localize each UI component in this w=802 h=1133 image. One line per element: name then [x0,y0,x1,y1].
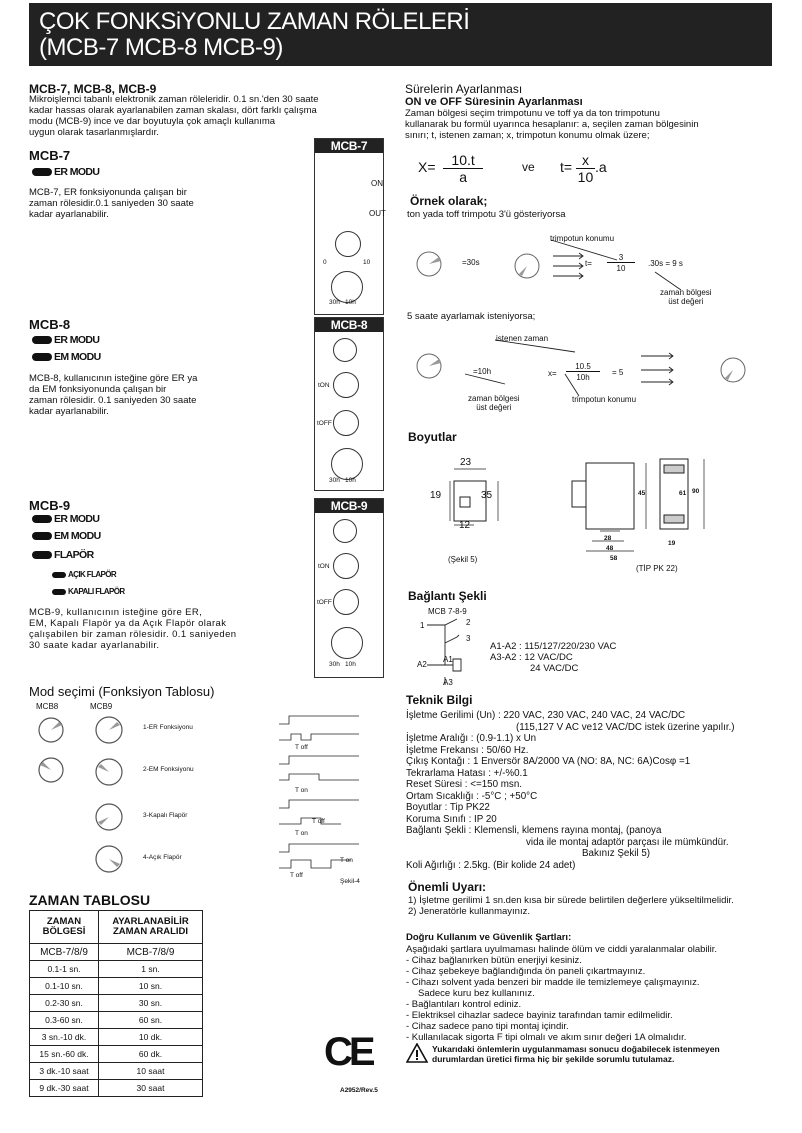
col-mcb9: MCB9 [90,702,113,711]
tip-caption: (TİP PK 22) [636,564,678,573]
table-row: 3 sn.-10 dk. 10 dk. [30,1029,203,1046]
page-header [29,3,772,66]
zaman-bolgesi-label: zaman bölgesi üst değeri [660,288,712,306]
ornek-diagram [405,224,775,424]
intro-title: MCB-7, MCB-8, MCB-9 [29,82,157,96]
mode-row-3: 3-Kapalı Flapör [143,812,188,819]
ornek-title: Örnek olarak; [410,194,488,208]
table-row: 9 dk.-30 saat 30 saat [30,1080,203,1097]
time-dial[interactable] [335,231,361,257]
ton-dial[interactable] [333,372,359,398]
formula-t: t= $\frac{x}{10}$ .a [560,152,607,185]
mcb7-panel: MCB-7 ON OUT 0 10 30h 10h [314,138,384,315]
mcb7-panel-title: MCB-7 [315,139,383,153]
toff-dial[interactable] [333,589,359,615]
out-led-label: OUT [369,209,386,218]
ce-mark: CE [324,1030,372,1074]
mcb9-panel-title: MCB-9 [315,499,383,513]
mcb8-desc: MCB-8, kullanıcının isteğine göre ER ya da EM fonksiyonunda çalışan bir zaman rölesidir. 0.1 saniyeden 30 saate kadar ayarlanabilir. [29,373,198,417]
boyutlar-title: Boyutlar [408,430,457,444]
mcb9-mode-er: ER MODU [32,513,99,525]
sureler-text: Zaman bölgesi seçim trimpotunu ve toff ya da ton trimpotunu kullanarak bu formül uyarınca hesaplanır: a, seçilen zaman bölgesinin sınırı; t, istenen zaman; x, trimpotun konumu olmak üzere; [405,108,699,141]
range-dial[interactable] [331,448,363,480]
mcb8-mode-er: ER MODU [32,334,99,346]
fig4-caption: Şekil-4 [340,878,360,885]
sureler-title: Sürelerin Ayarlanması [405,82,523,96]
mode-dial[interactable] [333,338,357,362]
doc-code: A2952/Rev.5 [340,1087,378,1094]
table-row: 0.3-60 sn. 60 sn. [30,1012,203,1029]
dogru-list: Aşağıdaki şartlara uyulmaması halinde ölüm ve ciddi yaralanmalar olabilir. - Cihaz bağlanırken bütün enerjiyi kesiniz. - Cihaz şebekeye bağlandığında ön paneli çıkartmayınız. - Cihazı solvent yada benzeri bir madde ile temizlemeye çalışmayınız. Sadece kuru bez kullanınız. - Bağlantıları kontrol ediniz. - Elektriksel cihazlar sadece bayiniz tarafından tamir edilmelidir. - Cihaz sadece pano tipi montaj içindir. - Kullanılacak sigorta F tipi olmalı ve akım sınır değeri 1A olmalıdır. [406,944,718,1043]
teknik-title: Teknik Bilgi [406,693,473,707]
mode-table-title: Mod seçimi (Fonksiyon Tablosu) [29,684,215,699]
mcb8-panel: MCB-8 tON tOFF 30h 10h [314,317,384,491]
on-led-label: ON [371,179,383,188]
mcb9-mode-flapor: FLAPÖR [32,549,94,561]
range-dial[interactable] [331,627,363,659]
warning-text: Yukarıdaki önlemlerin uygulanmaması sonucu doğabilecek istenmeyen durumlardan üretici firma hiç bir şekilde sorumlu tutulamaz. [432,1044,720,1064]
mcb8-title: MCB-8 [29,317,71,332]
mcb7-title: MCB-7 [29,148,71,163]
supply-spec: A1-A2 : 115/127/220/230 VAC A3-A2 : 12 VAC/DC 24 VAC/DC [490,641,617,674]
zaman-title: ZAMAN TABLOSU [29,892,151,908]
table-row: 0.1-1 sn. 1 sn. [30,961,203,978]
onemli-list: 1) İşletme gerilimi 1 sn.den kısa bir sürede belirtilen değerlere yükseltilmelidir. 2) Jeneratörle kullanmayınız. [408,895,734,917]
table-row: 15 sn.-60 dk. 60 dk. [30,1046,203,1063]
res-30s: =30s [462,258,480,267]
table-row: 3 dk.-10 saat 10 saat [30,1063,203,1080]
mcb8-mode-em: EM MODU [32,351,101,363]
mcb7-desc: MCB-7, ER fonksiyonunda çalışan bir zaman rölesidir.0.1 saniyeden 30 saate kadar ayarlanabilir. [29,187,194,220]
header-subtitle: (MCB-7 MCB-8 MCB-9) [39,34,283,61]
table-row: 0.2-30 sn. 30 sn. [30,995,203,1012]
warning-icon [406,1043,428,1063]
mcb8-panel-title: MCB-8 [315,318,383,332]
formula-ve: ve [522,160,535,174]
ton-dial[interactable] [333,553,359,579]
mode-row-1: 1-ER Fonksiyonu [143,724,193,731]
ornek-sub: ton yada toff trimpotu 3'ü gösteriyorsa [407,209,566,220]
mcb9-desc: MCB-9, kullanıcının isteğine göre ER, EM, Kapalı Flapör ya da Açık Flapör olarak çalışabilen bir zaman rölesidir. 0.1 saniyeden 30 saate kadar ayarlanabilir. [29,607,237,651]
baglanti-title: Bağlantı Şekli [408,589,487,603]
mcb9-title: MCB-9 [29,498,71,513]
onemli-title: Önemli Uyarı: [408,880,487,894]
col-mcb8: MCB8 [36,702,59,711]
mode-row-4: 4-Açık Flapör [143,854,182,861]
mcb9-panel: MCB-9 tON tOFF 30h 10h [314,498,384,678]
mcb9-mode-em: EM MODU [32,530,101,542]
header-title: ÇOK FONKSiYONLU ZAMAN RÖLELERİ [39,8,470,35]
mcb7-mode: ER MODU [32,166,99,178]
mode-row-2: 2-EM Fonksiyonu [143,766,194,773]
five-hour-text: 5 saate ayarlamak isteniyorsa; [407,311,536,322]
fig5-caption: (Şekil 5) [448,555,478,564]
mcb9-submode-kapali: KAPALI FLAPÖR [52,587,125,596]
sureler-subtitle: ON ve OFF Süresinin Ayarlanması [405,96,583,108]
zaman-table: ZAMAN BÖLGESİ AYARLANABİLİR ZAMAN ARALIDI MCB-7/8/9 MCB-7/8/9 0.1-1 sn. 1 sn. 0.1-10 sn. 10 sn. 0.2-30 sn. 30 sn. 0.3-60 sn. 60 sn. 3 sn.-10 dk. 10 dk. 15 sn.-60 dk. 60 dk. 3 dk.-10 saat 10 saat 9 dk.-30 saat 30 saat [29,910,203,1097]
toff-dial[interactable] [333,410,359,436]
trim-label: trimpotun konumu [550,234,615,243]
dogru-title: Doğru Kullanım ve Güvenlik Şartları: [406,932,572,943]
intro-text: Mikroişlemci tabanlı elektronik zaman röleleridir. 0.1 sn.'den 30 saate kadar hassas olarak ayarlanabilen zaman skalası, dört farklı çalışma modu (MCB-9) ince ve dar boyutuyla çok amaçlı kullanıma uygun olarak tasarlanmışlardır. [29,94,319,138]
formula-x: X= $\frac{10.t}{a}$ [418,152,483,185]
table-row: 0.1-10 sn. 10 sn. [30,978,203,995]
mcb9-submode-acik: AÇIK FLAPÖR [52,570,116,579]
mode-dial[interactable] [333,519,357,543]
mode-diagram [29,712,379,892]
teknik-list: İşletme Gerilimi (Un) : 220 VAC, 230 VAC, 240 VAC, 24 VAC/DC (115,127 V AC ve12 VAC/DC istek üzerine yapılır.) İşletme Aralığı : (0.9-1.1) x Un İşletme Frekansı : 50/60 Hz. Çıkış Kontağı : 1 Enversör 8A/2000 VA (NO: 8A, NC: 6A)Cosφ =1 Tekrarlama Hatası : +/-%0.1 Reset Süresi : <=150 msn. Ortam Sıcaklığı : -5°C ; +50°C Boyutlar : Tip PK22 Koruma Sınıfı : IP 20 Bağlantı Şekli : Klemensli, klemens rayına montaj, (panoya vida ile montaj adaptör parçası ile mümkündür. Bakınız Şekil 5) Koli Ağırlığı : 2.5kg. (Bir kolide 24 adet) [406,710,735,871]
